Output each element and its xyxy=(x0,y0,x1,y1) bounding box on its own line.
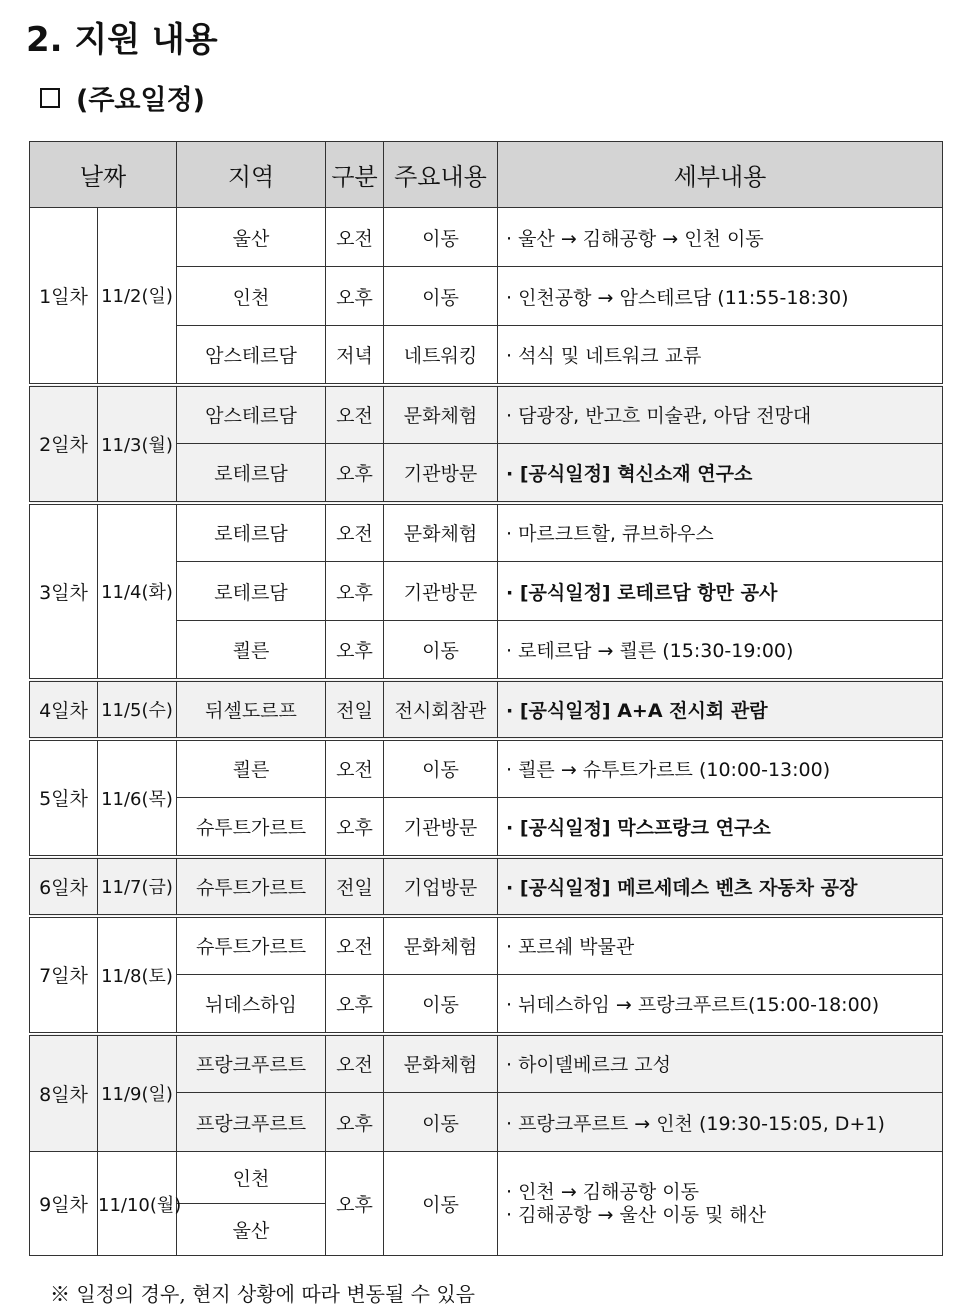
time-cell: 오전 xyxy=(326,385,384,444)
table-header-row xyxy=(30,142,943,208)
main-cell: 이동 xyxy=(384,975,498,1034)
detail-line: · 인천 → 김해공항 이동 xyxy=(506,1180,699,1203)
table-row xyxy=(30,680,943,739)
day-date: 11/10(월) xyxy=(98,1152,177,1256)
time-cell: 전일 xyxy=(326,857,384,916)
region-cell: 로테르담 xyxy=(177,503,326,562)
detail-cell: · [공식일정] 막스프랑크 연구소 xyxy=(498,798,943,857)
time-cell: 오후 xyxy=(326,621,384,680)
main-cell: 문화체험 xyxy=(384,916,498,975)
day-label: 9일차 xyxy=(30,1152,98,1256)
main-cell: 이동 xyxy=(384,739,498,798)
day-label: 1일차 xyxy=(30,208,98,385)
region-cell: 암스테르담 xyxy=(177,385,326,444)
region-cell: 인천 xyxy=(177,267,326,326)
time-cell: 오전 xyxy=(326,208,384,267)
main-cell: 이동 xyxy=(384,1093,498,1152)
main-cell: 이동 xyxy=(384,1152,498,1256)
main-cell: 이동 xyxy=(384,208,498,267)
detail-cell: · 로테르담 → 쾰른 (15:30-19:00) xyxy=(498,621,943,680)
time-cell: 전일 xyxy=(326,680,384,739)
detail-cell xyxy=(498,1152,943,1256)
region-cell: 울산 xyxy=(177,208,326,267)
day-label: 6일차 xyxy=(30,857,98,916)
main-cell: 네트워킹 xyxy=(384,326,498,385)
detail-cell: · 쾰른 → 슈투트가르트 (10:00-13:00) xyxy=(498,739,943,798)
region-cell: 인천 xyxy=(177,1152,326,1204)
detail-cell: · [공식일정] 로테르담 항만 공사 xyxy=(498,562,943,621)
table-row xyxy=(30,503,943,562)
main-cell: 이동 xyxy=(384,621,498,680)
detail-cell: · 인천공항 → 암스테르담 (11:55-18:30) xyxy=(498,267,943,326)
table-row xyxy=(30,385,943,444)
day-date: 11/2(일) xyxy=(98,208,177,385)
page-title: 2. 지원 내용 xyxy=(26,20,218,60)
table-row xyxy=(30,208,943,267)
time-cell: 오전 xyxy=(326,503,384,562)
detail-cell: · 석식 및 네트워크 교류 xyxy=(498,326,943,385)
detail-cell: · 마르크트할, 큐브하우스 xyxy=(498,503,943,562)
time-cell: 오전 xyxy=(326,1034,384,1093)
detail-cell: · 프랑크푸르트 → 인천 (19:30-15:05, D+1) xyxy=(498,1093,943,1152)
region-cell: 뒤셀도르프 xyxy=(177,680,326,739)
table-row xyxy=(30,739,943,798)
region-cell: 로테르담 xyxy=(177,562,326,621)
main-cell: 기관방문 xyxy=(384,798,498,857)
region-cell: 뉘데스하임 xyxy=(177,975,326,1034)
table-row xyxy=(30,1152,943,1204)
day-date: 11/3(월) xyxy=(98,385,177,503)
time-cell: 오후 xyxy=(326,267,384,326)
time-cell: 오후 xyxy=(326,444,384,503)
detail-cell: · 뉘데스하임 → 프랑크푸르트(15:00-18:00) xyxy=(498,975,943,1034)
time-cell: 오전 xyxy=(326,916,384,975)
detail-cell: · [공식일정] A+A 전시회 관람 xyxy=(498,680,943,739)
day-date: 11/9(일) xyxy=(98,1034,177,1152)
day-date: 11/7(금) xyxy=(98,857,177,916)
header-type: 구분 xyxy=(326,142,384,208)
main-cell: 문화체험 xyxy=(384,1034,498,1093)
time-cell: 오후 xyxy=(326,1093,384,1152)
day-label: 8일차 xyxy=(30,1034,98,1152)
section-subtitle-text: (주요일정) xyxy=(76,85,206,116)
day-label: 4일차 xyxy=(30,680,98,739)
region-cell: 쾰른 xyxy=(177,621,326,680)
time-cell: 오후 xyxy=(326,798,384,857)
main-cell: 기관방문 xyxy=(384,444,498,503)
schedule-table xyxy=(29,141,943,1256)
time-cell: 오전 xyxy=(326,739,384,798)
region-cell: 쾰른 xyxy=(177,739,326,798)
main-cell: 전시회참관 xyxy=(384,680,498,739)
header-detail: 세부내용 xyxy=(498,142,943,208)
day-label: 3일차 xyxy=(30,503,98,680)
region-cell: 프랑크푸르트 xyxy=(177,1034,326,1093)
detail-cell: · 포르쉐 박물관 xyxy=(498,916,943,975)
day-label: 2일차 xyxy=(30,385,98,503)
day-date: 11/6(목) xyxy=(98,739,177,857)
detail-cell: · [공식일정] 메르세데스 벤츠 자동차 공장 xyxy=(498,857,943,916)
detail-cell: · [공식일정] 혁신소재 연구소 xyxy=(498,444,943,503)
section-subtitle xyxy=(40,78,205,117)
checkbox-icon xyxy=(40,88,60,108)
table-row xyxy=(30,1034,943,1093)
detail-cell: · 울산 → 김해공항 → 인천 이동 xyxy=(498,208,943,267)
detail-cell: · 하이델베르크 고성 xyxy=(498,1034,943,1093)
region-cell: 슈투트가르트 xyxy=(177,916,326,975)
day-date: 11/4(화) xyxy=(98,503,177,680)
main-cell: 문화체험 xyxy=(384,385,498,444)
region-cell: 울산 xyxy=(177,1204,326,1256)
region-cell: 로테르담 xyxy=(177,444,326,503)
day-label: 5일차 xyxy=(30,739,98,857)
footnote: ※ 일정의 경우, 현지 상황에 따라 변동될 수 있음 xyxy=(50,1282,475,1306)
header-date: 날짜 xyxy=(30,142,177,208)
region-cell: 프랑크푸르트 xyxy=(177,1093,326,1152)
region-cell: 슈투트가르트 xyxy=(177,857,326,916)
time-cell: 오후 xyxy=(326,1152,384,1256)
header-main: 주요내용 xyxy=(384,142,498,208)
region-cell: 슈투트가르트 xyxy=(177,798,326,857)
header-region: 지역 xyxy=(177,142,326,208)
main-cell: 문화체험 xyxy=(384,503,498,562)
day-date: 11/5(수) xyxy=(98,680,177,739)
time-cell: 저녁 xyxy=(326,326,384,385)
table-row xyxy=(30,916,943,975)
day-label: 7일차 xyxy=(30,916,98,1034)
detail-cell: · 담광장, 반고흐 미술관, 아담 전망대 xyxy=(498,385,943,444)
main-cell: 이동 xyxy=(384,267,498,326)
main-cell: 기관방문 xyxy=(384,562,498,621)
time-cell: 오후 xyxy=(326,975,384,1034)
main-cell: 기업방문 xyxy=(384,857,498,916)
day-date: 11/8(토) xyxy=(98,916,177,1034)
table-row xyxy=(30,857,943,916)
time-cell: 오후 xyxy=(326,562,384,621)
detail-line: · 김해공항 → 울산 이동 및 해산 xyxy=(506,1203,767,1226)
region-cell: 암스테르담 xyxy=(177,326,326,385)
